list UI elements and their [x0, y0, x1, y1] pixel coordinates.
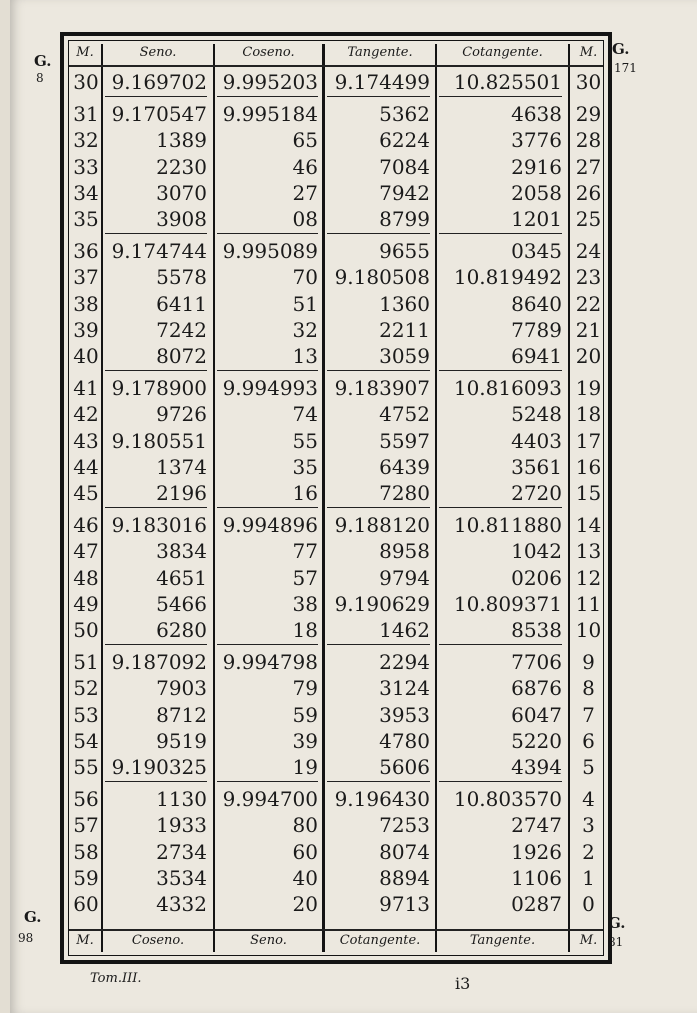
cell-coseno: 9.994896 — [222, 513, 318, 538]
cell-minute-complement: 29 — [575, 102, 602, 127]
header-rule — [69, 65, 603, 67]
cell-minute-complement: 16 — [575, 454, 602, 479]
cell-tangente: 1462 — [379, 618, 430, 642]
cell-cotangente: 2916 — [511, 154, 562, 179]
cell-minute: 59 — [73, 865, 99, 890]
cell-minute: 38 — [73, 291, 99, 316]
cell-seno: 9.174744 — [111, 239, 207, 264]
cell-coseno: 9.995184 — [222, 102, 318, 127]
cell-tangente: 9.188120 — [334, 513, 430, 538]
cell-minute: 33 — [73, 154, 99, 179]
table-row — [69, 343, 603, 369]
cell-tangente: 8799 — [379, 207, 430, 231]
margin-degree-bottom-right: G. — [608, 914, 626, 932]
cell-seno: 4332 — [156, 892, 207, 916]
cell-minute: 47 — [73, 539, 99, 564]
cell-cotangente: 2720 — [511, 481, 562, 505]
table-row — [69, 839, 603, 865]
table-row — [69, 291, 603, 317]
cell-minute: 42 — [73, 402, 99, 427]
group-rule — [439, 507, 562, 508]
cell-seno: 7242 — [156, 317, 207, 342]
cell-minute-complement: 25 — [575, 207, 602, 231]
cell-minute-complement: 7 — [582, 702, 595, 727]
cell-tangente: 2294 — [379, 650, 430, 675]
cell-seno: 3908 — [156, 207, 207, 231]
footer-minutes-left: M. — [76, 933, 94, 948]
cell-cotangente: 8538 — [511, 618, 562, 642]
cell-minute: 49 — [73, 591, 99, 616]
group-rule — [439, 781, 562, 782]
header-coseno: Coseno. — [242, 45, 295, 60]
table-row — [69, 675, 603, 701]
cell-minute: 57 — [73, 813, 99, 838]
cell-coseno: 39 — [292, 728, 318, 753]
cell-minute: 45 — [73, 481, 99, 505]
cell-minute: 54 — [73, 728, 99, 753]
cell-coseno: 20 — [292, 892, 318, 916]
cell-minute: 43 — [73, 428, 99, 453]
cell-seno: 2196 — [156, 481, 207, 505]
footer-seno: Seno. — [250, 933, 287, 948]
table-row — [69, 264, 603, 290]
cell-minute-complement: 26 — [575, 180, 602, 205]
cell-cotangente: 1042 — [511, 539, 562, 564]
cell-cotangente: 3561 — [511, 454, 562, 479]
cell-tangente: 8958 — [379, 539, 430, 564]
cell-tangente: 3059 — [379, 344, 430, 368]
group-rule — [327, 233, 430, 234]
margin-degree-bottom-right-value: 81 — [608, 935, 624, 949]
header-minutes-left: M. — [76, 45, 94, 60]
table-row — [69, 69, 603, 95]
cell-seno: 3834 — [156, 539, 207, 564]
footer-tangente: Tangente. — [469, 933, 536, 948]
cell-seno: 8712 — [156, 702, 207, 727]
cell-coseno: 55 — [292, 428, 318, 453]
cell-tangente: 9.183907 — [334, 376, 430, 401]
cell-tangente: 5597 — [379, 428, 430, 453]
cell-coseno: 18 — [292, 618, 318, 642]
cell-seno: 1389 — [156, 128, 207, 153]
cell-coseno: 74 — [292, 402, 318, 427]
cell-tangente: 1360 — [379, 291, 430, 316]
cell-minute-complement: 24 — [575, 239, 602, 264]
cell-coseno: 27 — [292, 180, 318, 205]
cell-coseno: 9.994798 — [222, 650, 318, 675]
cell-minute: 48 — [73, 565, 99, 590]
cell-minute: 31 — [73, 102, 99, 127]
header-tangente: Tangente. — [347, 45, 413, 60]
cell-coseno: 80 — [292, 813, 318, 838]
cell-coseno: 19 — [292, 755, 318, 779]
table-row — [69, 617, 603, 643]
cell-seno: 9.183016 — [111, 513, 207, 538]
cell-seno: 3070 — [156, 180, 207, 205]
margin-degree-bottom-left-value: 98 — [18, 931, 34, 945]
cell-cotangente: 7706 — [511, 650, 562, 675]
cell-coseno: 9.995203 — [222, 70, 318, 94]
cell-tangente: 3953 — [379, 702, 430, 727]
cell-minute-complement: 5 — [582, 755, 595, 779]
cell-minute-complement: 10 — [575, 618, 602, 642]
cell-cotangente: 2747 — [511, 813, 562, 838]
cell-minute: 55 — [73, 755, 99, 779]
cell-cotangente: 10.811880 — [453, 513, 562, 538]
cell-tangente: 4780 — [379, 728, 430, 753]
group-rule — [105, 370, 207, 371]
cell-coseno: 13 — [292, 344, 318, 368]
header-cotangente: Cotangente. — [462, 45, 543, 60]
cell-tangente: 2211 — [379, 317, 430, 342]
cell-minute: 32 — [73, 128, 99, 153]
table-row — [69, 812, 603, 838]
cell-minute-complement: 15 — [575, 481, 602, 505]
group-rule — [439, 96, 562, 97]
table-row — [69, 454, 603, 480]
cell-seno: 1374 — [156, 454, 207, 479]
footer-coseno: Coseno. — [131, 933, 185, 948]
cell-tangente: 3124 — [379, 676, 430, 701]
cell-seno: 5578 — [156, 265, 207, 290]
cell-minute-complement: 21 — [575, 317, 602, 342]
group-rule — [327, 781, 430, 782]
group-rule — [439, 644, 562, 645]
cell-minute-complement: 2 — [582, 839, 595, 864]
cell-tangente: 9794 — [379, 565, 430, 590]
cell-minute-complement: 22 — [575, 291, 602, 316]
table-row — [69, 206, 603, 232]
cell-tangente: 7280 — [379, 481, 430, 505]
cell-seno: 9.169702 — [111, 70, 207, 94]
cell-minute: 40 — [73, 344, 99, 368]
cell-tangente: 9.190629 — [334, 591, 430, 616]
cell-minute: 36 — [73, 239, 99, 264]
cell-minute-complement: 18 — [575, 402, 602, 427]
group-rule — [327, 644, 430, 645]
group-rule — [105, 233, 207, 234]
cell-cotangente: 3776 — [511, 128, 562, 153]
cell-seno: 4651 — [156, 565, 207, 590]
cell-cotangente: 6941 — [511, 344, 562, 368]
cell-seno: 8072 — [156, 344, 207, 368]
cell-minute: 50 — [73, 618, 99, 642]
cell-tangente: 9.196430 — [334, 787, 430, 812]
table-frame — [60, 32, 612, 964]
margin-degree-bottom-left: G. — [24, 908, 42, 926]
cell-tangente: 9.180508 — [334, 265, 430, 290]
cell-minute-complement: 6 — [582, 728, 595, 753]
group-rule — [217, 370, 318, 371]
cell-minute: 51 — [73, 650, 99, 675]
cell-cotangente: 0206 — [511, 565, 562, 590]
cell-coseno: 40 — [292, 865, 318, 890]
cell-minute-complement: 20 — [575, 344, 602, 368]
cell-cotangente: 2058 — [511, 180, 562, 205]
table-row — [69, 127, 603, 153]
cell-coseno: 38 — [292, 591, 318, 616]
header-seno: Seno. — [139, 45, 177, 60]
table-row — [69, 591, 603, 617]
cell-seno: 9.180551 — [111, 428, 207, 453]
cell-minute-complement: 14 — [575, 513, 602, 538]
cell-minute-complement: 30 — [575, 70, 602, 94]
cell-coseno: 60 — [292, 839, 318, 864]
group-rule — [105, 644, 207, 645]
cell-minute-complement: 19 — [575, 376, 602, 401]
cell-minute: 37 — [73, 265, 99, 290]
cell-cotangente: 8640 — [511, 291, 562, 316]
cell-cotangente: 1201 — [511, 207, 562, 231]
cell-cotangente: 7789 — [511, 317, 562, 342]
cell-minute-complement: 8 — [582, 676, 595, 701]
group-rule — [327, 507, 430, 508]
group-rule — [327, 370, 430, 371]
cell-tangente: 5362 — [379, 102, 430, 127]
cell-cotangente: 10.803570 — [453, 787, 562, 812]
cell-minute: 52 — [73, 676, 99, 701]
cell-minute: 35 — [73, 207, 99, 231]
group-rule — [439, 233, 562, 234]
cell-tangente: 9.174499 — [334, 70, 430, 94]
cell-coseno: 51 — [292, 291, 318, 316]
table-row — [69, 317, 603, 343]
table-row — [69, 538, 603, 564]
cell-seno: 5466 — [156, 591, 207, 616]
margin-degree-top-left: G. — [34, 52, 52, 70]
cell-cotangente: 4394 — [511, 755, 562, 779]
cell-minute-complement: 12 — [575, 565, 602, 590]
cell-minute: 39 — [73, 317, 99, 342]
table-row — [69, 565, 603, 591]
cell-cotangente: 10.825501 — [453, 70, 562, 94]
table-row — [69, 375, 603, 401]
cell-minute-complement: 3 — [582, 813, 595, 838]
table-row — [69, 865, 603, 891]
cell-coseno: 9.994700 — [222, 787, 318, 812]
cell-minute-complement: 23 — [575, 265, 602, 290]
cell-minute-complement: 13 — [575, 539, 602, 564]
footer-minutes-right: M. — [579, 933, 598, 948]
group-rule — [217, 781, 318, 782]
cell-coseno: 9.994993 — [222, 376, 318, 401]
cell-cotangente: 10.819492 — [453, 265, 562, 290]
group-rule — [217, 644, 318, 645]
log-table — [68, 40, 604, 956]
volume-note: Tom.III. — [90, 971, 142, 986]
cell-minute: 46 — [73, 513, 99, 538]
group-rule — [217, 507, 318, 508]
cell-tangente: 6224 — [379, 128, 430, 153]
cell-seno: 7903 — [156, 676, 207, 701]
footer-rule — [69, 929, 603, 931]
cell-cotangente: 0287 — [511, 892, 562, 916]
group-rule — [105, 781, 207, 782]
cell-cotangente: 10.816093 — [453, 376, 562, 401]
cell-coseno: 77 — [292, 539, 318, 564]
cell-minute: 58 — [73, 839, 99, 864]
cell-cotangente: 10.809371 — [453, 591, 562, 616]
cell-tangente: 8894 — [379, 865, 430, 890]
cell-tangente: 6439 — [379, 454, 430, 479]
cell-seno: 1130 — [156, 787, 207, 812]
cell-minute-complement: 27 — [575, 154, 602, 179]
cell-seno: 9.187092 — [111, 650, 207, 675]
cell-tangente: 5606 — [379, 755, 430, 779]
footer-cotangente: Cotangente. — [339, 933, 421, 948]
table-row — [69, 702, 603, 728]
table-row — [69, 891, 603, 917]
table-row — [69, 786, 603, 812]
cell-cotangente: 5220 — [511, 728, 562, 753]
cell-seno: 9.170547 — [111, 102, 207, 127]
cell-minute-complement: 1 — [582, 865, 595, 890]
cell-tangente: 9713 — [379, 892, 430, 916]
cell-seno: 1933 — [156, 813, 207, 838]
table-row — [69, 428, 603, 454]
cell-coseno: 46 — [292, 154, 318, 179]
cell-seno: 3534 — [156, 865, 207, 890]
cell-cotangente: 4403 — [511, 428, 562, 453]
table-row — [69, 754, 603, 780]
cell-minute: 53 — [73, 702, 99, 727]
cell-minute: 56 — [73, 787, 99, 812]
cell-tangente: 7942 — [379, 180, 430, 205]
cell-coseno: 32 — [292, 317, 318, 342]
table-row — [69, 180, 603, 206]
group-rule — [105, 507, 207, 508]
cell-cotangente: 4638 — [511, 102, 562, 127]
cell-minute: 60 — [73, 892, 99, 916]
book-page — [10, 0, 697, 1013]
group-rule — [217, 96, 318, 97]
cell-seno: 9519 — [156, 728, 207, 753]
cell-coseno: 35 — [292, 454, 318, 479]
header-minutes-right: M. — [579, 45, 598, 60]
cell-minute: 41 — [73, 376, 99, 401]
cell-tangente: 7253 — [379, 813, 430, 838]
group-rule — [439, 370, 562, 371]
cell-seno: 6411 — [156, 291, 207, 316]
cell-minute-complement: 9 — [582, 650, 595, 675]
group-rule — [327, 96, 430, 97]
table-row — [69, 401, 603, 427]
cell-tangente: 9655 — [379, 239, 430, 264]
cell-cotangente: 5248 — [511, 402, 562, 427]
cell-seno: 2734 — [156, 839, 207, 864]
cell-tangente: 4752 — [379, 402, 430, 427]
cell-seno: 2230 — [156, 154, 207, 179]
cell-minute-complement: 4 — [582, 787, 595, 812]
cell-minute: 44 — [73, 454, 99, 479]
cell-seno: 6280 — [156, 618, 207, 642]
cell-minute: 34 — [73, 180, 99, 205]
table-row — [69, 480, 603, 506]
margin-degree-top-right-value: 171 — [614, 61, 637, 75]
cell-coseno: 08 — [292, 207, 318, 231]
cell-minute-complement: 17 — [575, 428, 602, 453]
cell-minute-complement: 11 — [575, 591, 602, 616]
cell-coseno: 59 — [292, 702, 318, 727]
cell-minute: 30 — [73, 70, 99, 94]
cell-coseno: 9.995089 — [222, 239, 318, 264]
table-row — [69, 238, 603, 264]
cell-coseno: 16 — [292, 481, 318, 505]
cell-cotangente: 6047 — [511, 702, 562, 727]
cell-cotangente: 0345 — [511, 239, 562, 264]
group-rule — [105, 96, 207, 97]
cell-seno: 9.190325 — [111, 755, 207, 779]
margin-degree-top-left-value: 8 — [36, 71, 44, 85]
cell-seno: 9726 — [156, 402, 207, 427]
margin-degree-top-right: G. — [612, 40, 630, 58]
table-row — [69, 101, 603, 127]
cell-tangente: 8074 — [379, 839, 430, 864]
group-rule — [217, 233, 318, 234]
table-row — [69, 154, 603, 180]
table-row — [69, 649, 603, 675]
table-row — [69, 512, 603, 538]
cell-minute-complement: 0 — [582, 892, 595, 916]
cell-cotangente: 6876 — [511, 676, 562, 701]
cell-cotangente: 1106 — [511, 865, 562, 890]
cell-coseno: 57 — [292, 565, 318, 590]
cell-tangente: 7084 — [379, 154, 430, 179]
cell-coseno: 65 — [292, 128, 318, 153]
cell-minute-complement: 28 — [575, 128, 602, 153]
page-number: i3 — [455, 974, 471, 993]
table-row — [69, 728, 603, 754]
cell-coseno: 70 — [292, 265, 318, 290]
cell-coseno: 79 — [292, 676, 318, 701]
cell-seno: 9.178900 — [111, 376, 207, 401]
cell-cotangente: 1926 — [511, 839, 562, 864]
